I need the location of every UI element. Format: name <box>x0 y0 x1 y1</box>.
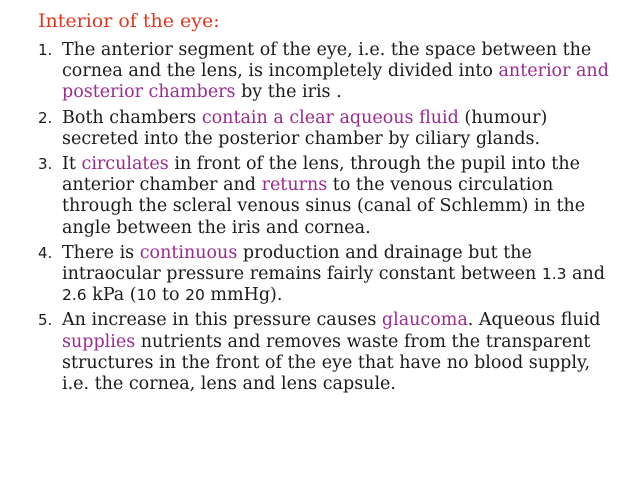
item-number: 3. <box>38 155 53 174</box>
item-text: (humour) secreted into the posterior chamber by ciliary glands. <box>62 107 548 149</box>
item-number: 1. <box>38 41 53 59</box>
highlighted-term: anterior and posterior chambers <box>62 61 609 103</box>
slide-title: Interior of the eye: <box>38 10 220 32</box>
mmhg-value-high: 20 <box>185 286 205 305</box>
item-text: in front of the lens, through the pupil into the anterior chamber and <box>62 154 580 196</box>
item-text: The anterior segment of the eye, i.e. the space between the cornea and the lens, is incompletely divided into <box>62 40 592 82</box>
item-text: production and drainage but the intraocular pressure remains fairly constant between <box>62 242 542 285</box>
points-list <box>38 40 618 395</box>
item-text: by the iris . <box>235 82 342 103</box>
item-number: 4. <box>38 243 53 262</box>
item-text: mmHg). <box>204 285 283 306</box>
list-item <box>38 154 618 239</box>
pressure-value-low: 1.3 <box>541 265 567 284</box>
pressure-value-high: 2.6 <box>62 286 87 305</box>
highlighted-term: circulates <box>81 154 169 175</box>
item-text: nutrients and removes waste from the transparent structures in the front of the eye that have no blood supply, i.e. the cornea, lens and lens capsule. <box>62 331 591 395</box>
list-item <box>38 310 618 395</box>
item-text: kPa ( <box>86 285 137 306</box>
list-item <box>38 108 618 150</box>
item-text: and <box>566 264 605 285</box>
item-text: It <box>62 154 82 175</box>
mmhg-value-low: 10 <box>136 286 157 305</box>
item-text: . Aqueous fluid <box>467 310 601 331</box>
item-text: Both chambers <box>62 107 202 128</box>
highlighted-term: glaucoma <box>381 310 468 331</box>
item-text: An increase in this pressure causes <box>62 310 382 331</box>
highlighted-term: continuous <box>139 242 238 263</box>
item-number: 5. <box>38 311 53 330</box>
item-text: to <box>156 285 186 306</box>
list-item <box>38 243 618 307</box>
item-number: 2. <box>38 108 53 127</box>
highlighted-term: supplies <box>62 331 136 352</box>
highlighted-term: contain a clear aqueous fluid <box>201 107 459 128</box>
list-item <box>38 40 618 104</box>
highlighted-term: returns <box>261 175 328 196</box>
item-text: There is <box>62 242 140 263</box>
item-text: to the venous circulation through the scleral venous sinus (canal of Schlemm) in the angle between the iris and cornea. <box>62 175 586 238</box>
